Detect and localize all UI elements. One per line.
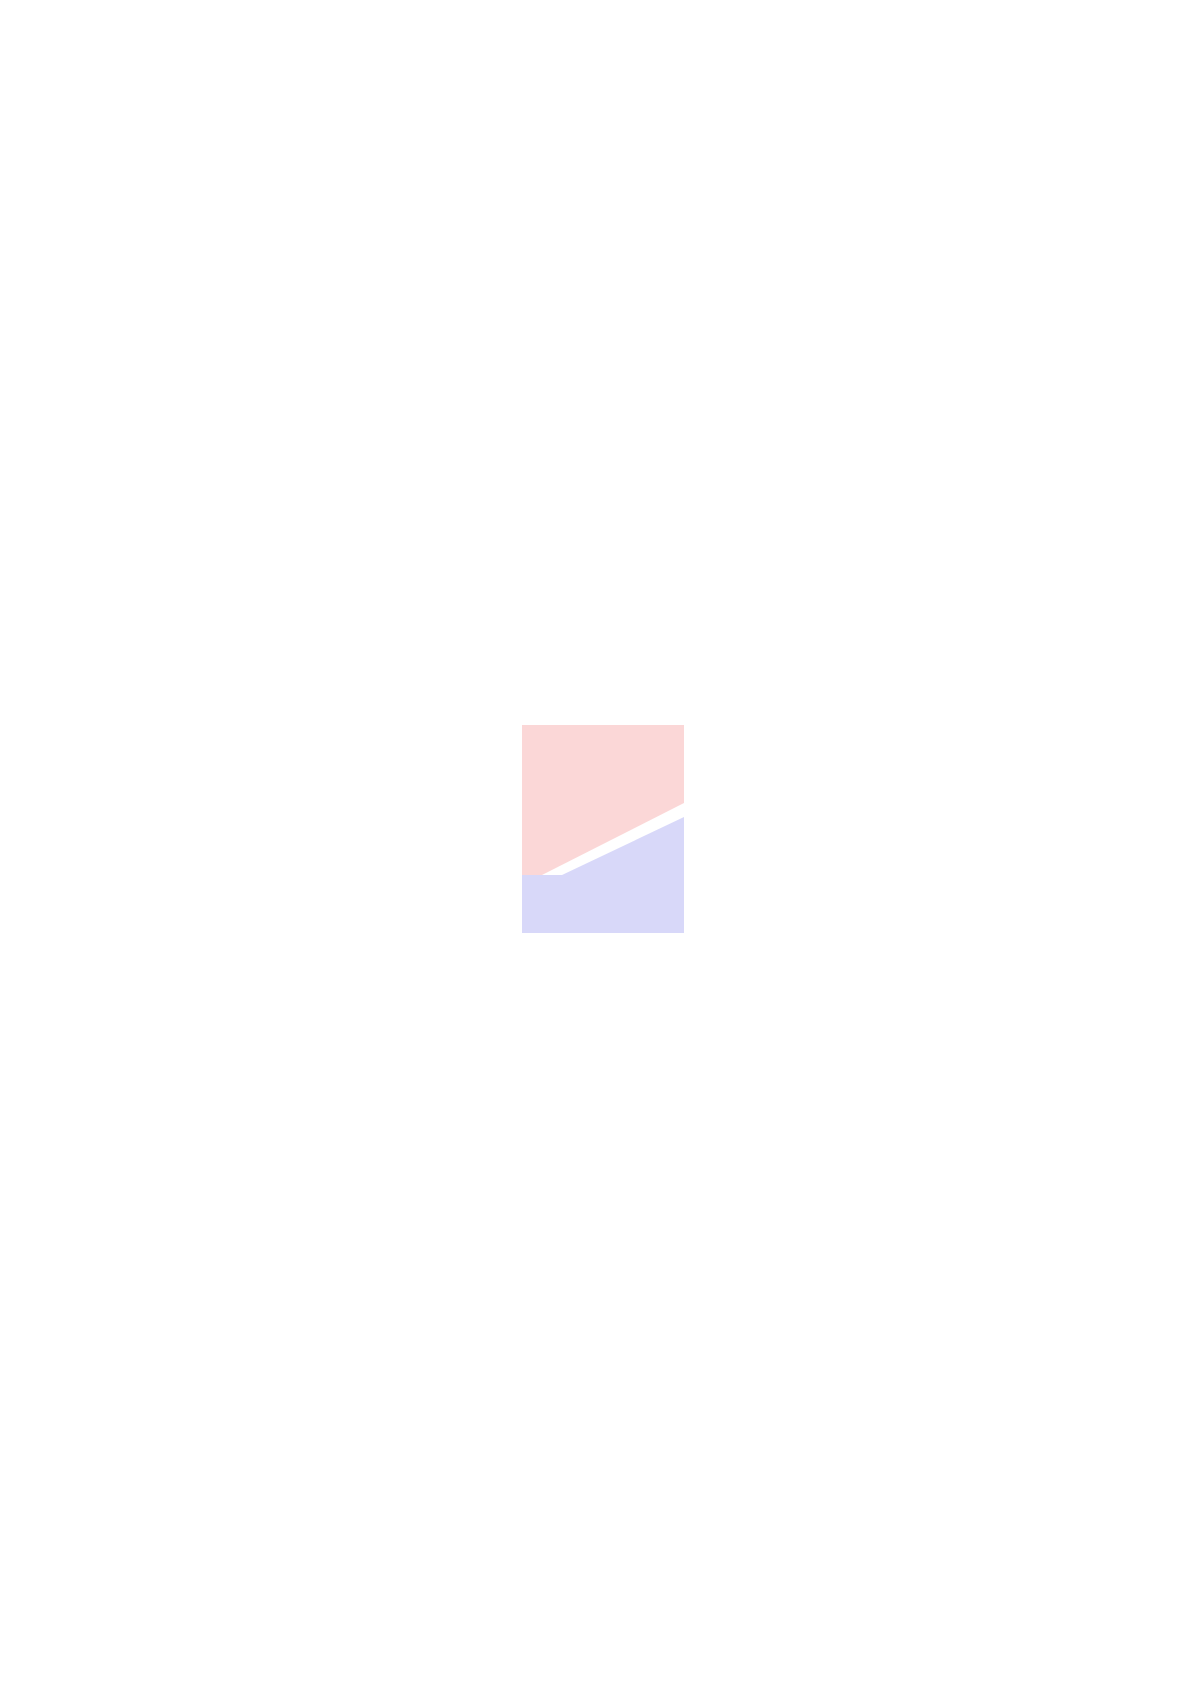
item-heading xyxy=(180,1066,218,1089)
item-heading xyxy=(180,438,218,461)
item-heading xyxy=(180,904,218,927)
watermark-logo-icon xyxy=(522,725,684,933)
item-heading xyxy=(180,735,218,758)
item-heading xyxy=(180,546,218,569)
item-heading xyxy=(180,1390,218,1413)
